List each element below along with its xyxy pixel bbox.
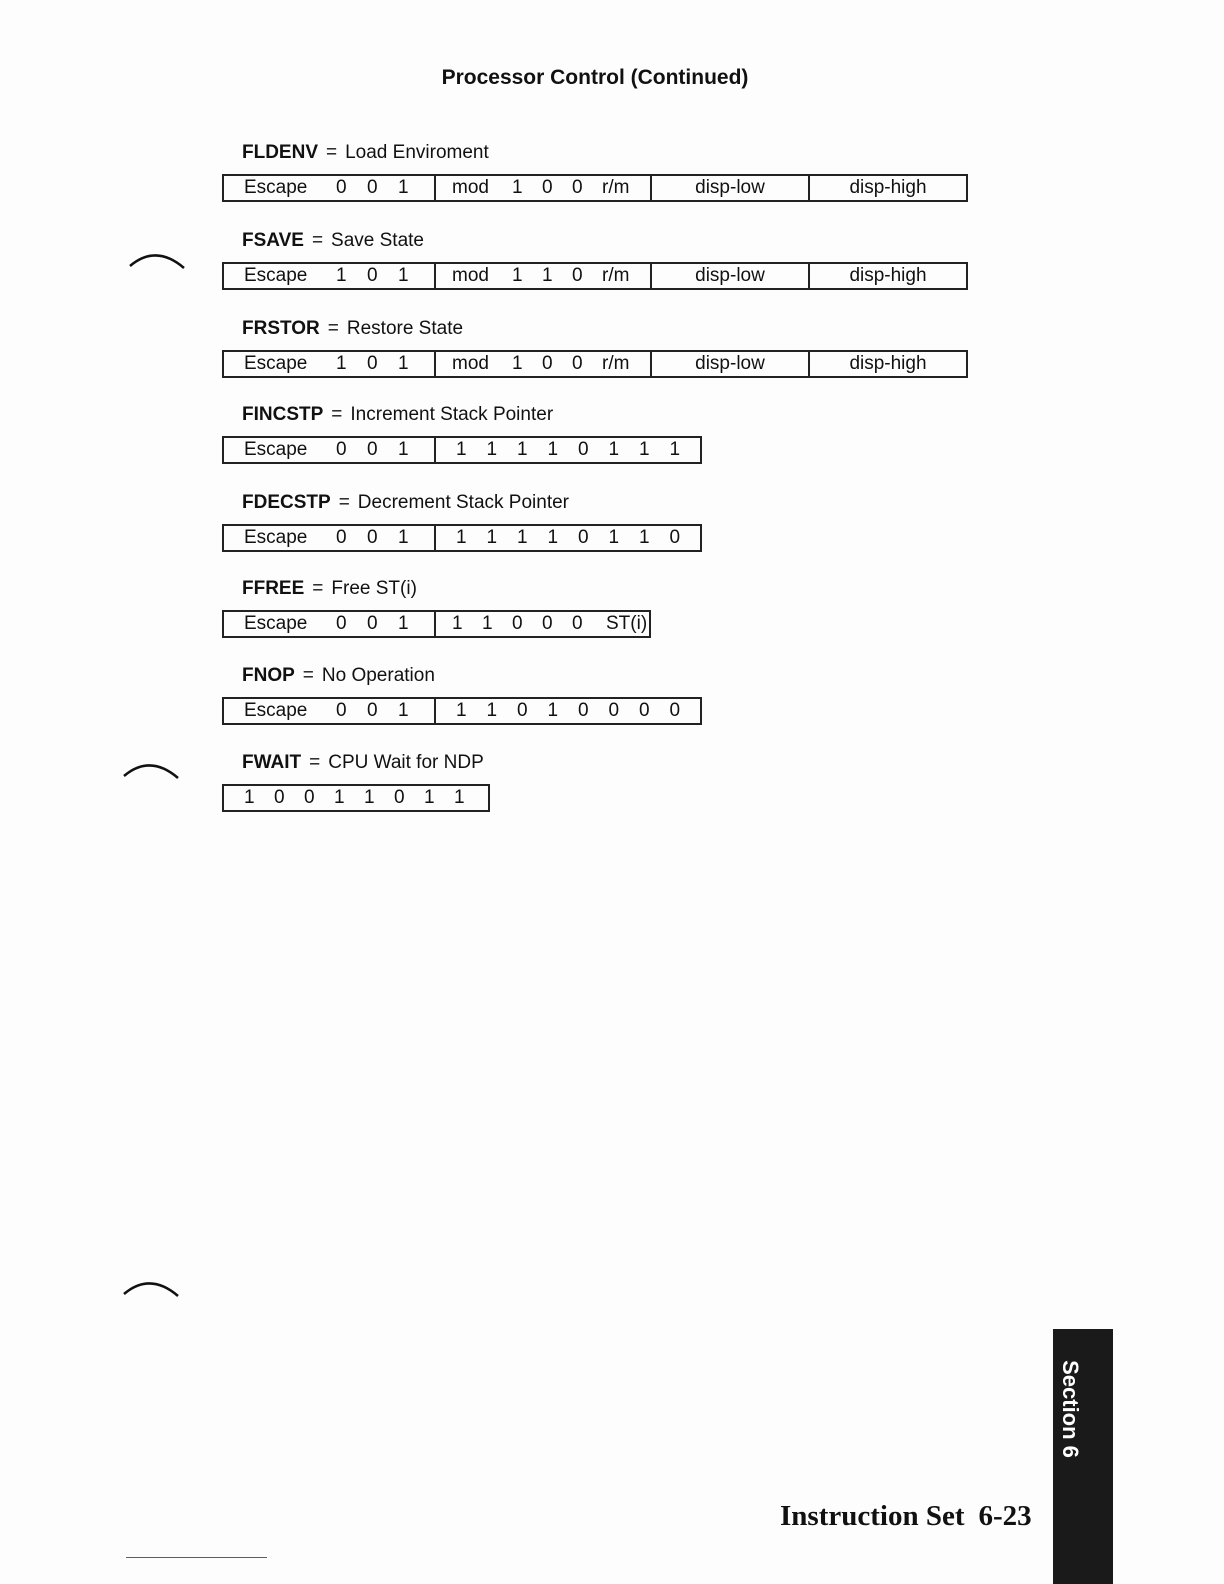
bit: 1 [452, 613, 463, 634]
instruction-fincstp [222, 402, 702, 464]
encoding-row [222, 524, 702, 552]
rm-label: r/m [602, 353, 630, 374]
bit: 0 [669, 700, 681, 721]
instruction-title [242, 316, 968, 342]
bit: 0 [336, 700, 347, 721]
disp-high-field: disp-high [810, 350, 968, 378]
bit: 1 [608, 527, 620, 548]
mnemonic: FNOP [242, 665, 295, 686]
footer-title [780, 1500, 1032, 1533]
bit: 0 [367, 527, 378, 548]
escape-label: Escape [244, 527, 308, 548]
bit: 1 [512, 265, 523, 286]
bit: 1 [364, 787, 375, 808]
escape-label: Escape [244, 265, 308, 286]
disp-high-field: disp-high [810, 262, 968, 290]
rm-label: r/m [602, 265, 630, 286]
bit: 1 [517, 439, 528, 460]
bit: 1 [517, 527, 528, 548]
section-tab [1053, 1329, 1113, 1584]
bit: 0 [578, 527, 589, 548]
bit: 1 [608, 439, 620, 460]
escape-field [222, 350, 436, 378]
description: Save State [331, 230, 424, 251]
description: No Operation [321, 665, 435, 686]
bit: 0 [336, 177, 347, 198]
escape-field [222, 524, 436, 552]
escape-field [222, 174, 436, 202]
bit: 1 [398, 700, 409, 721]
st-register-label: ST(i) [606, 613, 648, 634]
bit: 1 [639, 527, 650, 548]
equals-sign: = [326, 142, 338, 163]
disp-high-field: disp-high [810, 174, 968, 202]
rm-label: r/m [602, 177, 630, 198]
bit: 0 [669, 527, 681, 548]
disp-low-field: disp-low [652, 350, 810, 378]
mod-label: mod [452, 265, 489, 286]
second-byte-field [436, 524, 702, 552]
section-tab-label: Section 6 [1058, 1360, 1083, 1458]
escape-field [222, 436, 436, 464]
bit: 0 [517, 700, 528, 721]
divider [126, 1557, 267, 1558]
equals-sign: = [312, 578, 324, 599]
description: CPU Wait for NDP [328, 752, 484, 773]
bit: 1 [456, 527, 467, 548]
instruction-title [242, 663, 702, 689]
modrm-field [436, 262, 652, 290]
disp-low-field: disp-low [652, 174, 810, 202]
bit: 1 [454, 787, 465, 808]
bit: 0 [542, 613, 553, 634]
page-number: 6-23 [978, 1500, 1032, 1532]
instruction-title [242, 490, 702, 516]
bit: 1 [486, 439, 498, 460]
description: Decrement Stack Pointer [357, 492, 569, 513]
bit: 0 [367, 265, 378, 286]
bit: 0 [572, 353, 583, 374]
encoding-row [222, 784, 490, 812]
mnemonic: FINCSTP [242, 404, 324, 425]
escape-field [222, 610, 436, 638]
mnemonic: FRSTOR [242, 318, 320, 339]
escape-label: Escape [244, 353, 308, 374]
bit: 1 [334, 787, 345, 808]
encoding-row [222, 262, 968, 290]
bit: 0 [542, 177, 553, 198]
bit: 0 [336, 439, 347, 460]
equals-sign: = [327, 318, 339, 339]
bit: 0 [578, 439, 589, 460]
encoding-row [222, 350, 968, 378]
mnemonic: FLDENV [242, 142, 318, 163]
bit: 0 [367, 439, 378, 460]
bit: 1 [482, 613, 493, 634]
description: Increment Stack Pointer [350, 404, 554, 425]
instruction-fdecstp [222, 490, 702, 552]
escape-field [222, 697, 436, 725]
bit: 1 [542, 265, 553, 286]
bit: 1 [512, 353, 523, 374]
modrm-field [436, 350, 652, 378]
bit: 0 [578, 700, 589, 721]
bit: 0 [572, 265, 583, 286]
bit: 1 [547, 439, 559, 460]
mnemonic: FSAVE [242, 230, 304, 251]
second-byte-field [436, 436, 702, 464]
encoding-row [222, 610, 651, 638]
equals-sign: = [302, 665, 314, 686]
escape-label: Escape [244, 613, 308, 634]
bit: 0 [542, 353, 553, 374]
escape-field [222, 262, 436, 290]
bit: 1 [424, 787, 435, 808]
bit: 1 [669, 439, 681, 460]
bit: 1 [398, 439, 409, 460]
bit: 1 [456, 700, 467, 721]
bit: 1 [398, 177, 409, 198]
bit: 1 [486, 527, 498, 548]
bit: 1 [244, 787, 255, 808]
first-byte-field [222, 784, 490, 812]
equals-sign: = [331, 404, 343, 425]
disp-low-field: disp-low [652, 262, 810, 290]
bit: 0 [367, 700, 378, 721]
escape-label: Escape [244, 700, 308, 721]
bit: 0 [394, 787, 405, 808]
second-byte-field [436, 697, 702, 725]
instruction-fsave [222, 228, 968, 290]
instruction-title [242, 750, 490, 776]
bit: 0 [608, 700, 620, 721]
instruction-title [242, 228, 968, 254]
bit: 0 [367, 613, 378, 634]
equals-sign: = [338, 492, 350, 513]
instruction-fwait [222, 750, 490, 812]
bit: 1 [547, 527, 559, 548]
escape-label: Escape [244, 439, 308, 460]
bit: 0 [572, 613, 583, 634]
instruction-title [242, 576, 651, 602]
encoding-row [222, 436, 702, 464]
footer-section-name: Instruction Set [780, 1500, 965, 1532]
bit: 0 [367, 353, 378, 374]
escape-label: Escape [244, 177, 308, 198]
bit: 0 [274, 787, 285, 808]
instruction-fnop [222, 663, 702, 725]
instruction-fldenv [222, 140, 968, 202]
equals-sign: = [309, 752, 321, 773]
bit: 0 [336, 527, 347, 548]
bit: 1 [547, 700, 559, 721]
bit: 0 [304, 787, 315, 808]
instruction-title [242, 402, 702, 428]
encoding-row [222, 697, 702, 725]
binder-arc-2 [122, 758, 180, 782]
bit: 1 [398, 353, 409, 374]
bit: 1 [486, 700, 498, 721]
bit: 1 [398, 265, 409, 286]
mnemonic: FFREE [242, 578, 305, 599]
bit: 0 [336, 613, 347, 634]
description: Load Enviroment [345, 142, 489, 163]
page-title: Processor Control (Continued) [441, 66, 749, 89]
binder-arc-1 [128, 248, 186, 272]
binder-arc-3 [122, 1276, 180, 1300]
bit: 1 [398, 613, 409, 634]
instruction-ffree [222, 576, 651, 638]
bit: 1 [512, 177, 523, 198]
description: Restore State [346, 318, 464, 339]
modrm-field [436, 174, 652, 202]
encoding-row [222, 174, 968, 202]
bit: 0 [367, 177, 378, 198]
description: Free ST(i) [331, 578, 417, 599]
bit: 1 [639, 439, 650, 460]
bit: 1 [336, 265, 347, 286]
bit: 1 [456, 439, 467, 460]
instruction-title [242, 140, 968, 166]
second-byte-field [436, 610, 651, 638]
equals-sign: = [311, 230, 324, 251]
bit: 1 [398, 527, 409, 548]
mnemonic: FWAIT [242, 752, 302, 773]
bit: 1 [336, 353, 347, 374]
bit: 0 [572, 177, 583, 198]
mod-label: mod [452, 177, 489, 198]
instruction-frstor [222, 316, 968, 378]
mnemonic: FDECSTP [242, 492, 331, 513]
bit: 0 [512, 613, 523, 634]
mod-label: mod [452, 353, 489, 374]
bit: 0 [639, 700, 650, 721]
